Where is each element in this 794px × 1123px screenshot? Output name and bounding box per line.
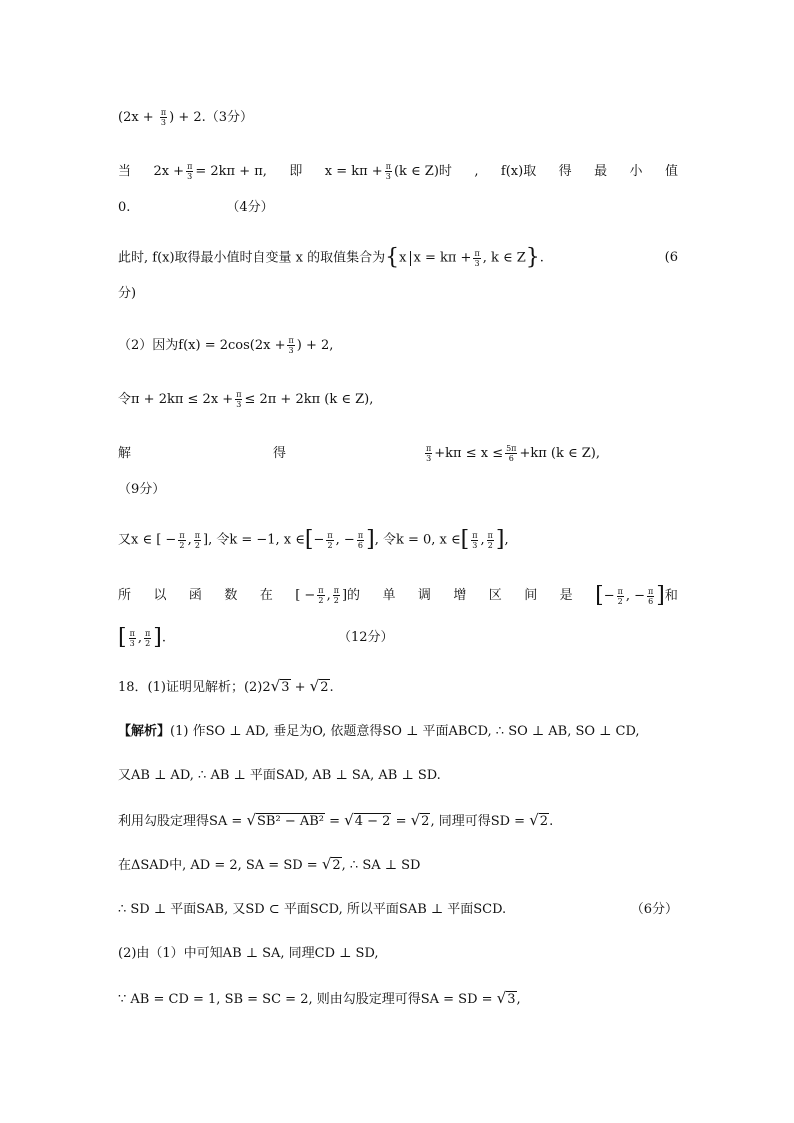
text: , [474, 164, 479, 179]
line-2 [118, 162, 678, 182]
text: 解 [118, 446, 132, 461]
section-label: 【解析】 [118, 724, 171, 739]
line-8 [118, 444, 678, 464]
score: （9分） [118, 482, 166, 497]
text: 令π + 2kπ ≤ 2x + [118, 392, 234, 407]
line-6: （2）因为f(x) = 2cos(2x + $\frac{\pi}{3}$ ) + 2, [118, 336, 334, 355]
text: 分) [118, 286, 137, 301]
line-17: 在ΔSAD中, AD = 2, SA = SD = √2, ∴ SA ⊥ SD [118, 855, 421, 873]
text: 值 [664, 164, 678, 179]
line-10: 又x ∈ [ − $\frac{\pi}{2}$ , $\frac{\pi}{2}$ ], 令k = −1, x ∈[− $\frac{\pi}{2}$ , − $\frac{\pi}{6}$ ], 令k = 0, x ∈[ $\frac{\pi}{3}$ , $\frac{\pi}{2}$ ], [118, 527, 509, 552]
expr: 2x + $\frac{\pi}{3}$ = 2kπ + π, [153, 162, 267, 181]
text: 此时, f(x)取得最小值时自变量 x 的取值集合为 [118, 250, 386, 266]
line-19: (2)由（1）中可知AB ⊥ SA, 同理CD ⊥ SD, [118, 946, 379, 961]
score: （12分） [338, 630, 394, 645]
fraction: $\frac{\pi}{3}$ [160, 108, 167, 127]
text: 小 [629, 164, 643, 179]
line-5 [118, 284, 678, 304]
text: 最 [594, 164, 608, 179]
line-9 [118, 480, 678, 500]
line-14: 【解析】(1) 作SO ⊥ AD, 垂足为O, 依题意得SO ⊥ 平面ABCD, ∴ SO ⊥ AB, SO ⊥ CD, [118, 724, 640, 739]
expr: $\frac{\pi}{3}$ +kπ ≤ x ≤ $\frac{5\pi}{6}$ +kπ (k ∈ Z), [426, 444, 600, 463]
text: ) + 2.（3分） [169, 110, 254, 125]
line-11: 所 以 函 数 在 [ − $\frac{\pi}{2}$ , $\frac{\pi}{2}$ ]的 单 调 增 区 间 是 [− $\frac{\pi}{2}$ , − $\frac{\pi}{6}$ ]和 [118, 583, 678, 608]
score: （6分） [630, 902, 678, 917]
line-16: 利用勾股定理得SA = √SB² − AB² = √4 − 2 = √2, 同理可得SD = √2. [118, 811, 554, 829]
text: 0. [118, 200, 131, 215]
score: (6 [664, 250, 678, 265]
text: 得 [273, 446, 287, 461]
line-1 [118, 108, 678, 128]
expr: [ − $\frac{\pi}{2}$ , $\frac{\pi}{2}$ ]的 [295, 586, 361, 605]
expr: x = kπ + $\frac{\pi}{3}$ (k ∈ Z)时 [324, 162, 452, 181]
line-7: 令π + 2kπ ≤ 2x + $\frac{\pi}{3}$ ≤ 2π + 2kπ (k ∈ Z), [118, 390, 374, 409]
line-20: ∵ AB = CD = 1, SB = SC = 2, 则由勾股定理可得SA = SD = √3, [118, 989, 521, 1007]
line-12: [ $\frac{\pi}{3}$ , $\frac{\pi}{2}$ ]. （12分） [118, 625, 394, 650]
line-4: 此时, f(x)取得最小值时自变量 x 的取值集合为{x x = kπ + $\frac{\pi}{3}$ , k ∈ Z}. (6 [118, 245, 678, 270]
text: 当 [118, 164, 132, 179]
line-13: 18．(1)证明见解析；(2)2√3 + √2. [118, 677, 334, 695]
line-3 [118, 198, 678, 218]
score: （4分） [226, 200, 274, 215]
text: (2x + [118, 110, 158, 125]
line-18: ∴ SD ⊥ 平面SAB, 又SD ⊂ 平面SCD, 所以平面SAB ⊥ 平面SCD. （6分） [118, 900, 678, 920]
text: f(x)取 [500, 164, 537, 179]
line-15: 又AB ⊥ AD, ∴ AB ⊥ 平面SAD, AB ⊥ SA, AB ⊥ SD. [118, 768, 441, 783]
expr: [− $\frac{\pi}{2}$ , − $\frac{\pi}{6}$ ]和 [595, 583, 678, 608]
text: （2）因为f(x) = 2cos(2x + [118, 338, 286, 353]
text: 得 [558, 164, 572, 179]
text: 即 [289, 164, 303, 179]
